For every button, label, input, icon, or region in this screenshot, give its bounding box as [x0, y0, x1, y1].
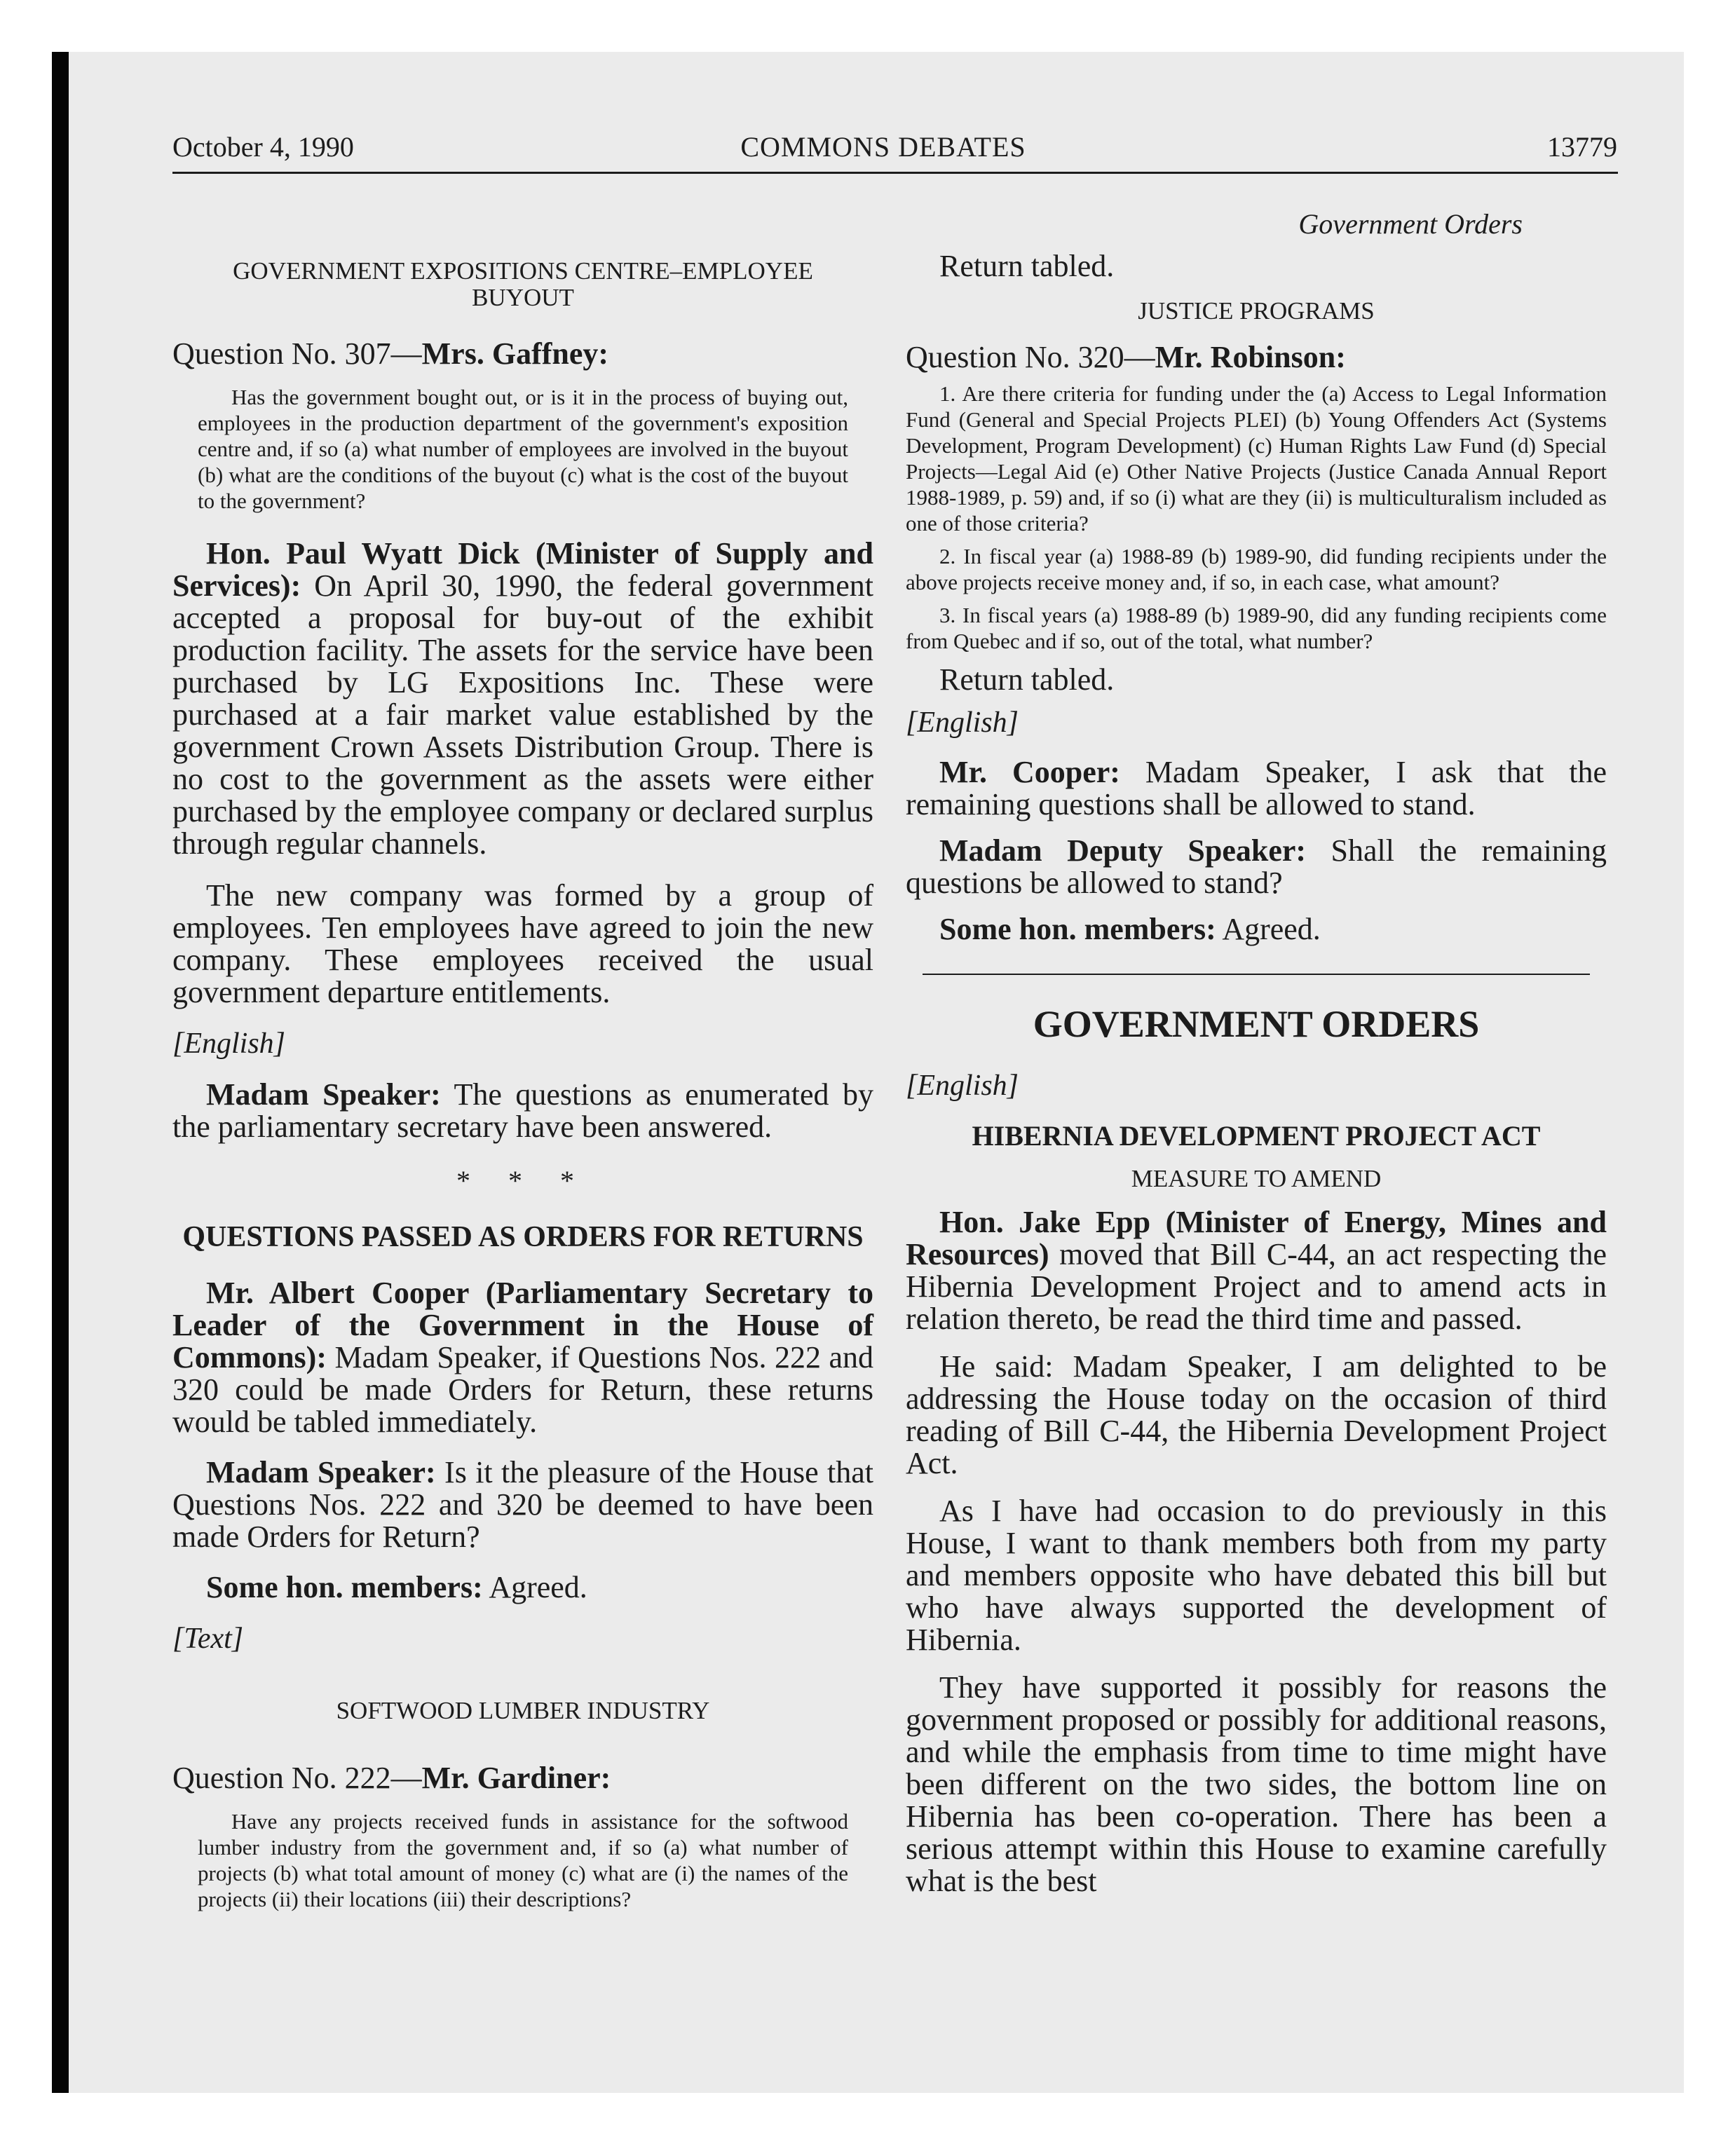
speaker-name: Hon. Jake Epp (Minister of Energy, Mines and Resources): [906, 1205, 1607, 1271]
left-column: [172, 182, 873, 1912]
speaker-name: Some hon. members:: [206, 1570, 483, 1604]
section-heading: GOVERNMENT EXPOSITIONS CENTRE–EMPLOYEE BUYOUT: [233, 257, 813, 311]
section-heading: QUESTIONS PASSED AS ORDERS FOR RETURNS: [182, 1221, 864, 1253]
question-text: Have any projects received funds in assistance for the softwood lumber industry from the government and, if so (a) what number of projects (b) what total amount of money (c) what are (i) the names of the projects (ii) their locations (iii) their descriptions?: [198, 1809, 848, 1911]
speech-paragraph: The new company was formed by a group of employees. Ten employees have agreed to join the new company. These employees received the usual government departure entitlements.: [172, 878, 873, 1009]
question-text: 2. In fiscal year (a) 1988-89 (b) 1989-90, did funding recipients under the above projects receive money and, if so, in each case, what amount?: [906, 544, 1607, 594]
header-title: COMMONS DEBATES: [740, 131, 1026, 163]
section-heading: JUSTICE PROGRAMS: [1138, 297, 1375, 325]
return-tabled: Return tabled.: [939, 249, 1115, 283]
speech-paragraph: Some hon. members: Agreed.: [939, 912, 1321, 946]
running-head: Government Orders: [1298, 208, 1523, 240]
section-heading: SOFTWOOD LUMBER INDUSTRY: [336, 1697, 710, 1724]
header-rule: [172, 172, 1618, 174]
speaker-name: Madam Deputy Speaker:: [939, 833, 1307, 868]
speech-paragraph: Mr. Cooper: Madam Speaker, I ask that the remaining questions shall be allowed to stand.: [906, 755, 1607, 821]
subheading: MEASURE TO AMEND: [1131, 1165, 1382, 1192]
speech-paragraph: Madam Deputy Speaker: Shall the remaining questions be allowed to stand?: [906, 833, 1607, 900]
question-text: Has the government bought out, or is it in the process of buying out, employees in the production department of the government's exposition centre and, if so (a) what number of employees are involved in the buyout (b) what are the conditions of the buyout (c) what is the cost of the buyout to the government?: [198, 385, 848, 513]
speaker-name: Mr. Cooper:: [939, 755, 1120, 789]
speech-paragraph: Mr. Albert Cooper (Parliamentary Secretary to Leader of the Government in the House of Commons): Madam Speaker, if Questions Nos. 222 and 320 could be made Orders for Return, these returns would be tabled immediately.: [172, 1276, 873, 1439]
language-marker: [English]: [172, 1028, 286, 1060]
speaker-name: Madam Speaker:: [206, 1455, 436, 1489]
speaker-name: Madam Speaker:: [206, 1077, 441, 1112]
speech-paragraph: He said: Madam Speaker, I am delighted to be addressing the House today on the occasion of third reading of Bill C-44, the Hibernia Development Project Act.: [906, 1349, 1607, 1480]
speaker-name: Some hon. members:: [939, 912, 1216, 946]
question-text: 1. Are there criteria for funding under the (a) Access to Legal Information Fund (General and Special Projects PLEI) (b) Young Offenders Act (Systems Development, Program Development) (c) Human Rights Law Fund (d) Special Projects—Legal Aid (e) Other Native Projects (Justice Canada Annual Report 1988-1989, p. 59) and, if so (i) what are they (ii) is multiculturalism included as one of those criteria?: [906, 381, 1607, 535]
section-separator: * * *: [456, 1165, 590, 1196]
question-text: 3. In fiscal years (a) 1988-89 (b) 1989-90, did any funding recipients come from Quebec and if so, out of the total, what number?: [906, 603, 1607, 653]
return-tabled: Return tabled.: [939, 662, 1115, 697]
question-title: Question No. 320—Mr. Robinson:: [906, 340, 1346, 374]
speech-paragraph: They have supported it possibly for reasons the government proposed or possibly for additional reasons, and while the emphasis from time to time might have been different on the two sides, the bottom line on Hibernia has been co-operation. There has been a serious attempt within this House to examine carefully what is the best: [906, 1670, 1607, 1898]
language-marker: [English]: [906, 707, 1019, 739]
speaker-name: Mr. Albert Cooper (Parliamentary Secretary to Leader of the Government in the House of Commons):: [172, 1276, 873, 1374]
header-page-number: 13779: [1547, 131, 1617, 163]
language-marker: [Text]: [172, 1623, 244, 1655]
speech-paragraph: Hon. Jake Epp (Minister of Energy, Mines and Resources) moved that Bill C-44, an act respecting the Hibernia Development Project and to amend acts in relation thereto, be read the third time and passed.: [906, 1205, 1607, 1336]
header-date: October 4, 1990: [172, 131, 354, 163]
speech-paragraph: Madam Speaker: The questions as enumerated by the parliamentary secretary have been answered.: [172, 1077, 873, 1144]
section-heading: GOVERNMENT ORDERS: [1033, 1003, 1480, 1045]
speech-paragraph: Hon. Paul Wyatt Dick (Minister of Supply and Services): On April 30, 1990, the federal government accepted a proposal for buy-out of the exhibit production facility. The assets for the service have been purchased by LG Expositions Inc. These were purchased at a fair market value established by the government Crown Assets Distribution Group. There is no cost to the government as the assets were either purchased by the employee company or declared surplus through regular channels.: [172, 536, 874, 861]
bill-heading: HIBERNIA DEVELOPMENT PROJECT ACT: [972, 1120, 1541, 1152]
speech-paragraph: As I have had occasion to do previously in this House, I want to thank members both from my party and members opposite who have debated this bill but who have always supported the development of Hibernia.: [906, 1494, 1607, 1657]
right-column: [906, 182, 1607, 1897]
speech-paragraph: Madam Speaker: Is it the pleasure of the House that Questions Nos. 222 and 320 be deemed to have been made Orders for Return?: [172, 1455, 873, 1554]
question-title: Question No. 222—Mr. Gardiner:: [172, 1761, 611, 1795]
language-marker: [English]: [906, 1070, 1019, 1102]
question-title: Question No. 307—Mrs. Gaffney:: [172, 336, 609, 371]
speech-paragraph: Some hon. members: Agreed.: [206, 1570, 587, 1604]
speaker-name: Hon. Paul Wyatt Dick (Minister of Supply and Services):: [172, 536, 873, 603]
